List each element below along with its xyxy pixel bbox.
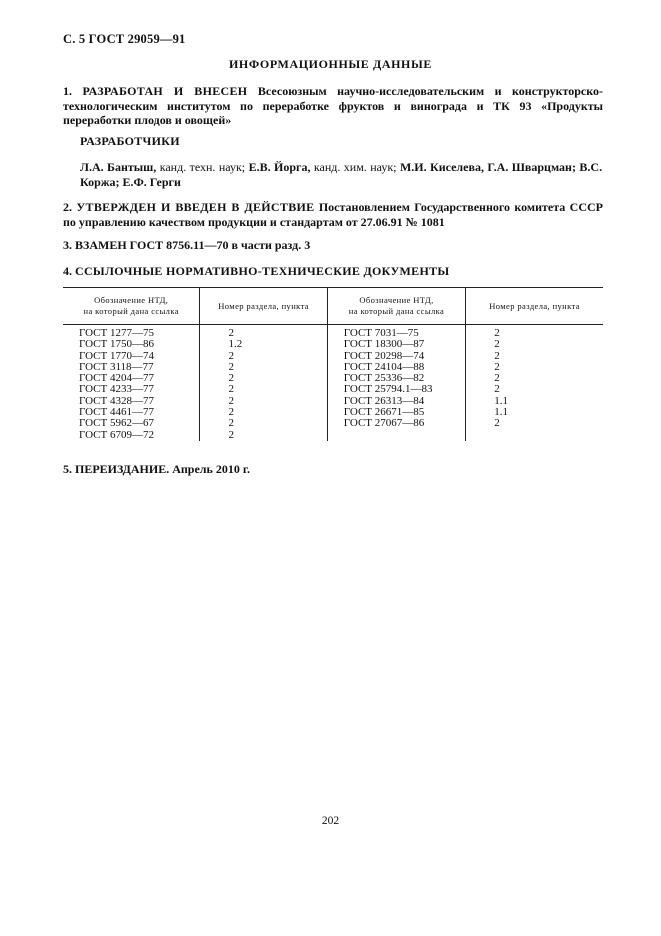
table-cell-doc: ГОСТ 1770—74 <box>63 351 200 362</box>
section-number: 3. <box>63 238 72 252</box>
section-lead: УТВЕРЖДЕН И ВВЕДЕН В ДЕЙСТВИЕ <box>76 200 315 214</box>
table-cell-section: 2 <box>494 327 500 339</box>
table-cell-section: 2 <box>200 351 327 362</box>
developer-name: Л.А. Бантыш, <box>80 160 157 174</box>
table-cell-section: 2 <box>200 373 327 384</box>
table-cell-doc: ГОСТ 1277—75 <box>63 325 200 340</box>
table-cell-section: 2 <box>494 417 500 430</box>
table-cell-doc: ГОСТ 20298—74 <box>327 351 465 362</box>
developers-heading: РАЗРАБОТЧИКИ <box>80 134 180 148</box>
section-number: 5. <box>63 462 72 476</box>
table-cell-doc: ГОСТ 5962—67 <box>63 418 200 429</box>
table-row <box>63 325 603 340</box>
table-cell-section: 2 <box>494 349 500 362</box>
page-header: С. 5 ГОСТ 29059—91 <box>63 32 186 46</box>
developer-degree: канд. хим. наук; <box>313 160 397 174</box>
section-3 <box>63 238 603 253</box>
table-cell-doc: ГОСТ 6709—72 <box>63 430 200 441</box>
table-cell-section: 2 <box>494 338 500 351</box>
table-cell-section: 2 <box>494 372 500 385</box>
table-cell-section: 2 <box>200 362 327 373</box>
table-cell-doc: ГОСТ 1750—86 <box>63 339 200 350</box>
table-cell-doc: ГОСТ 4328—77 <box>63 396 200 407</box>
section-5 <box>63 462 603 477</box>
table-cell-section: 2 <box>200 384 327 395</box>
table-cell-doc: ГОСТ 26671—85 <box>327 407 465 418</box>
table-cell-doc <box>327 430 465 441</box>
developer-name: В.С. Коржа; Е.Ф. Герги <box>80 160 603 189</box>
table-header-section: Номер раздела, пункта <box>200 288 327 325</box>
section-number: 2. <box>63 200 72 214</box>
developer-degree: канд. техн. наук; <box>159 160 246 174</box>
table-cell-section: 2 <box>494 383 500 396</box>
developer-name: Е.В. Йорга, <box>248 160 311 174</box>
developers-list <box>80 160 602 190</box>
table-row <box>63 418 603 429</box>
section-number: 4. <box>63 264 72 278</box>
table-cell-doc: ГОСТ 4204—77 <box>63 373 200 384</box>
table-cell-section: 1.2 <box>200 339 327 350</box>
section-text: ПЕРЕИЗДАНИЕ. Апрель 2010 г. <box>75 462 250 476</box>
table-cell-section: 1.1 <box>494 406 508 419</box>
table-cell-doc: ГОСТ 24104—88 <box>327 362 465 373</box>
section-number: 1. <box>63 84 72 98</box>
table-cell-section <box>466 430 603 441</box>
developer-name: М.И. Киселева, Г.А. Шварцман; <box>399 160 576 174</box>
table-cell-doc: ГОСТ 25794.1—83 <box>327 384 465 395</box>
section-lead: РАЗРАБОТАН И ВНЕСЕН <box>82 84 248 98</box>
table-header-section: Номер раздела, пункта <box>466 288 603 325</box>
table-cell-section: 1.1 <box>494 394 508 407</box>
section-2 <box>63 200 603 229</box>
section-text: Постановлением Государственного комитета СССР по управлению качеством продукции и стандартам от 27.06.91 № 1081 <box>63 200 604 229</box>
table-cell-doc: ГОСТ 3118—77 <box>63 362 200 373</box>
table-header-doc: Обозначение НТД, на который дана ссылка <box>327 288 465 325</box>
table-header-doc: Обозначение НТД, на который дана ссылка <box>63 288 200 325</box>
table-cell-doc: ГОСТ 25336—82 <box>327 373 465 384</box>
table-cell-section: 2 <box>200 418 327 429</box>
table-cell-doc: ГОСТ 4461—77 <box>63 407 200 418</box>
table-row <box>63 430 603 441</box>
table-cell-doc: ГОСТ 4233—77 <box>63 384 200 395</box>
table-cell-section: 2 <box>200 407 327 418</box>
section-text: Всесоюзным научно-исследовательским и конструкторско-технологическим институтом по переработке фруктов и винограда и ТК 93 «Продукты переработки плодов и овощей» <box>63 84 604 127</box>
table-cell-section: 2 <box>200 396 327 407</box>
table-cell-doc: ГОСТ 26313—84 <box>327 396 465 407</box>
section-1 <box>63 84 603 128</box>
page-number: 202 <box>321 815 340 827</box>
table-cell-section: 2 <box>200 430 327 441</box>
page-title: ИНФОРМАЦИОННЫЕ ДАННЫЕ <box>229 57 432 71</box>
table-cell-doc: ГОСТ 27067—86 <box>327 418 465 429</box>
table-cell-section: 2 <box>494 360 500 373</box>
table-header-row <box>63 288 603 325</box>
table-cell-section: 2 <box>200 325 327 340</box>
table-cell-doc: ГОСТ 18300—87 <box>327 339 465 350</box>
section-text: ССЫЛОЧНЫЕ НОРМАТИВНО-ТЕХНИЧЕСКИЕ ДОКУМЕНТЫ <box>75 264 450 278</box>
table-cell-doc: ГОСТ 7031—75 <box>327 325 465 340</box>
section-text: ВЗАМЕН ГОСТ 8756.11—70 в части разд. 3 <box>75 238 311 252</box>
section-4 <box>63 264 603 279</box>
references-table <box>63 287 603 441</box>
table-row <box>63 339 603 350</box>
